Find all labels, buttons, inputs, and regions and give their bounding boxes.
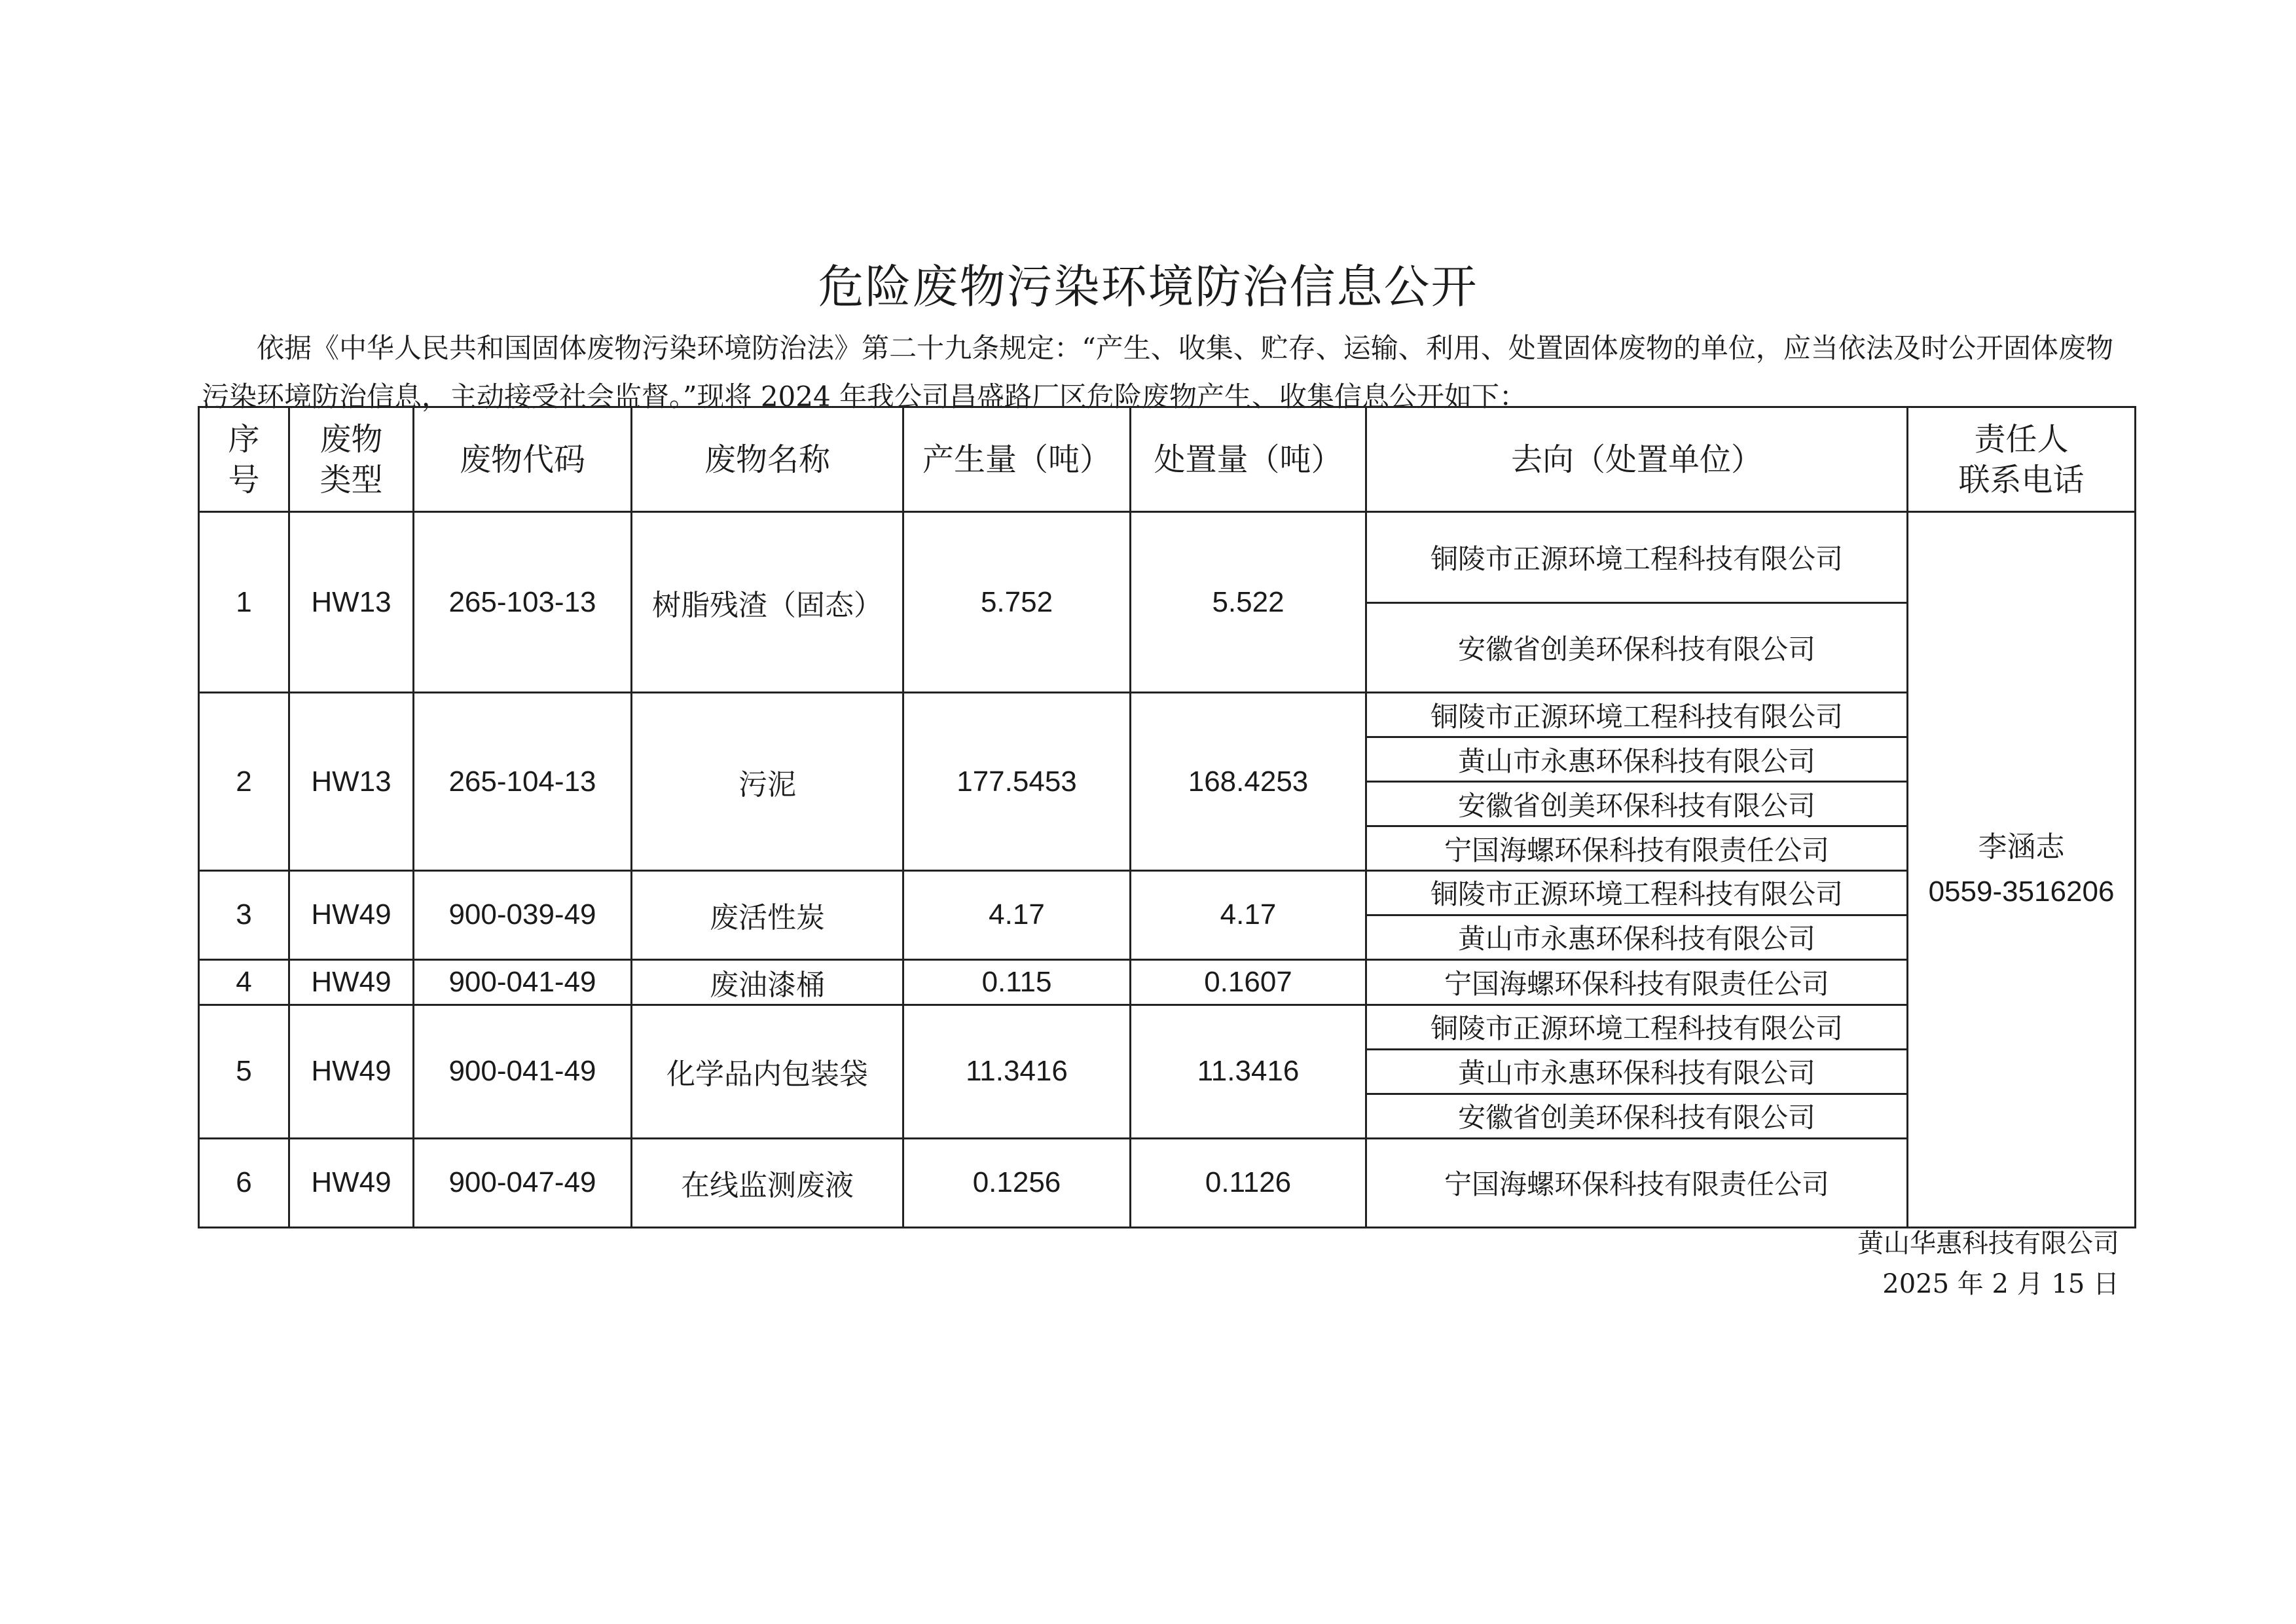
cell-disposed: 5.522 [1131, 512, 1366, 693]
col-header-disposed: 处置量（吨） [1131, 407, 1366, 512]
col-header-seq [199, 407, 289, 512]
cell-code: 900-039-49 [414, 871, 632, 960]
table-row [199, 871, 2136, 915]
table-row [199, 1005, 2136, 1049]
cell-disposed: 4.17 [1131, 871, 1366, 960]
cell-destination: 黄山市永惠环保科技有限公司 [1366, 1049, 1908, 1094]
cell-name: 废油漆桶 [632, 959, 903, 1005]
cell-destination: 黄山市永惠环保科技有限公司 [1366, 915, 1908, 959]
cell-type: HW13 [289, 512, 414, 693]
col-header-type [289, 407, 414, 512]
cell-seq: 2 [199, 693, 289, 871]
table-row [199, 693, 2136, 737]
hazardous-waste-table [198, 406, 2136, 1228]
cell-type: HW13 [289, 693, 414, 871]
cell-type: HW49 [289, 1005, 414, 1138]
cell-produced: 0.1256 [903, 1138, 1131, 1227]
cell-destination: 宁国海螺环保科技有限责任公司 [1366, 959, 1908, 1005]
cell-name: 化学品内包装袋 [632, 1005, 903, 1138]
cell-produced: 4.17 [903, 871, 1131, 960]
contact-name: 李涵志 [1978, 831, 2065, 863]
cell-produced: 11.3416 [903, 1005, 1131, 1138]
cell-seq: 1 [199, 512, 289, 693]
table-row [199, 959, 2136, 1005]
cell-destination: 宁国海螺环保科技有限责任公司 [1366, 1138, 1908, 1227]
cell-destination: 铜陵市正源环境工程科技有限公司 [1366, 1005, 1908, 1049]
cell-code: 265-104-13 [414, 693, 632, 871]
header-seq-text: 序号 [228, 420, 260, 498]
header-type-text: 废物类型 [319, 420, 383, 498]
cell-destination: 安徽省创美环保科技有限公司 [1366, 782, 1908, 826]
cell-code: 265-103-13 [414, 512, 632, 693]
cell-disposed: 0.1607 [1131, 959, 1366, 1005]
cell-disposed: 11.3416 [1131, 1005, 1366, 1138]
cell-disposed: 0.1126 [1131, 1138, 1366, 1227]
cell-contact [1908, 512, 2136, 1228]
cell-seq: 4 [199, 959, 289, 1005]
document-title: 危险废物污染环境防治信息公开 [818, 260, 1478, 314]
footer-date: 2025 年 2 月 15 日 [1882, 1269, 2119, 1299]
cell-destination: 铜陵市正源环境工程科技有限公司 [1366, 512, 1908, 603]
col-header-name: 废物名称 [632, 407, 903, 512]
cell-type: HW49 [289, 959, 414, 1005]
cell-destination: 安徽省创美环保科技有限公司 [1366, 1094, 1908, 1138]
cell-disposed: 168.4253 [1131, 693, 1366, 871]
table-row [199, 1138, 2136, 1227]
col-header-contact [1908, 407, 2136, 512]
cell-produced: 0.115 [903, 959, 1131, 1005]
intro-text: 依据《中华人民共和国固体废物污染环境防治法》第二十九条规定：“产生、收集、贮存、运输、利用、处置固体废物的单位，应当依法及时公开固体废物污染环境防治信息，主动接受社会监督。”现将 2024 年我公司昌盛路厂区危险废物产生、收集信息公开如下： [202, 332, 2113, 413]
cell-name: 树脂残渣（固态） [632, 512, 903, 693]
table-row [199, 512, 2136, 603]
cell-code: 900-047-49 [414, 1138, 632, 1227]
cell-name: 污泥 [632, 693, 903, 871]
cell-code: 900-041-49 [414, 959, 632, 1005]
col-header-destination: 去向（处置单位） [1366, 407, 1908, 512]
cell-destination: 铜陵市正源环境工程科技有限公司 [1366, 871, 1908, 915]
cell-type: HW49 [289, 871, 414, 960]
cell-name: 在线监测废液 [632, 1138, 903, 1227]
col-header-produced: 产生量（吨） [903, 407, 1131, 512]
cell-type: HW49 [289, 1138, 414, 1227]
cell-seq: 6 [199, 1138, 289, 1227]
cell-seq: 5 [199, 1005, 289, 1138]
cell-destination: 黄山市永惠环保科技有限公司 [1366, 737, 1908, 782]
cell-name: 废活性炭 [632, 871, 903, 960]
cell-code: 900-041-49 [414, 1005, 632, 1138]
col-header-code: 废物代码 [414, 407, 632, 512]
header-contact-line1: 责任人 [1974, 420, 2069, 458]
cell-destination: 安徽省创美环保科技有限公司 [1366, 603, 1908, 693]
cell-produced: 5.752 [903, 512, 1131, 693]
contact-phone: 0559-3516206 [1928, 876, 2115, 908]
footer-company: 黄山华惠科技有限公司 [1857, 1228, 2119, 1259]
signature-block [1857, 1223, 2119, 1304]
table-header-row [199, 407, 2136, 512]
header-contact-line2: 联系电话 [1958, 461, 2085, 498]
cell-produced: 177.5453 [903, 693, 1131, 871]
cell-destination: 宁国海螺环保科技有限责任公司 [1366, 826, 1908, 871]
cell-destination: 铜陵市正源环境工程科技有限公司 [1366, 693, 1908, 737]
cell-seq: 3 [199, 871, 289, 960]
